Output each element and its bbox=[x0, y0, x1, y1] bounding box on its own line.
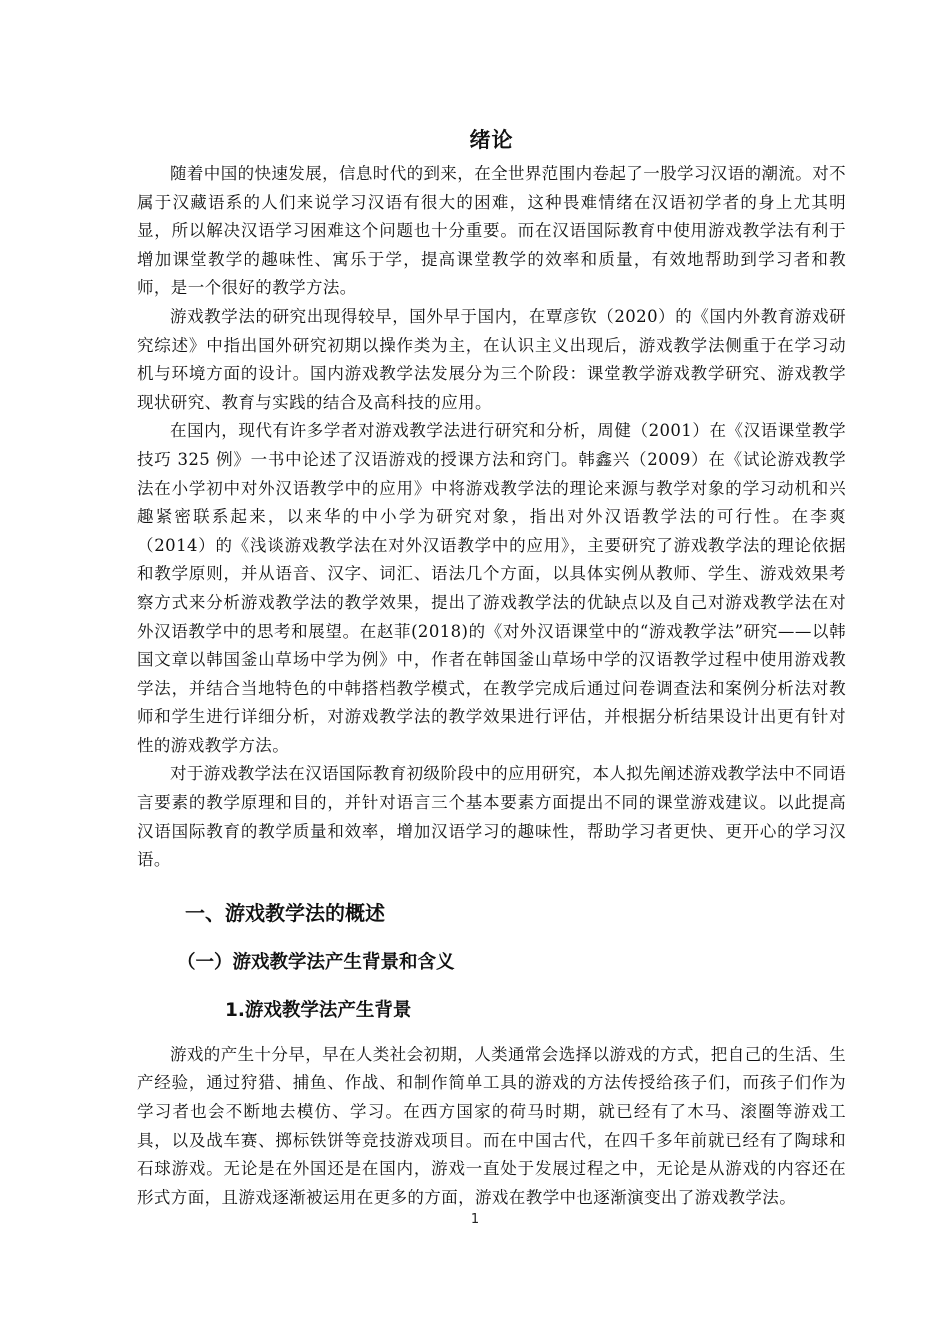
subsubsection-heading: 1.游戏教学法产生背景 bbox=[225, 999, 412, 1021]
body-paragraph: 游戏的产生十分早，早在人类社会初期，人类通常会选择以游戏的方式，把自己的生活、生产经验，通过狩猎、捕鱼、作战、和制作简单工具的游戏的方法传授给孩子们，而孩子们作为学习者也会不断地去模仿、学习。在西方国家的荷马时期，就已经有了木马、滚圈等游戏工具，以及战车赛、掷标铁饼等竞技游戏项目。而在中国古代，在四千多年前就已经有了陶球和石球游戏。无论是在外国还是在国内，游戏一直处于发展过程之中，无论是从游戏的内容还在形式方面，且游戏逐渐被运用在更多的方面，游戏在教学中也逐渐演变出了游戏教学法。 bbox=[137, 1044, 846, 1207]
page-number: 1 bbox=[470, 1212, 480, 1227]
subsection-heading: （一）游戏教学法产生背景和含义 bbox=[177, 951, 455, 973]
section-heading: 一、游戏教学法的概述 bbox=[185, 900, 385, 925]
page-content bbox=[137, 120, 846, 1212]
page-title: 绪论 bbox=[469, 128, 514, 152]
intro-paragraph-2: 游戏教学法的研究出现得较早，国外早于国内，在覃彦钦（2020）的《国内外教育游戏研究综述》中指出国外研究初期以操作类为主，在认识主义出现后，游戏教学法侧重于在学习动机与环境方面的设计。国内游戏教学法发展分为三个阶段：课堂教学游戏教学研究、游戏教学现状研究、教育与实践的结合及高科技的应用。 bbox=[137, 306, 846, 412]
intro-paragraph-3: 在国内，现代有许多学者对游戏教学法进行研究和分析，周健（2001）在《汉语课堂教学技巧 325 例》一书中论述了汉语游戏的授课方法和窍门。韩鑫兴（2009）在《试论游戏教学法在小学初中对外汉语教学中的应用》中将游戏教学法的理论来源与教学对象的学习动机和兴趣紧密联系起来，以来华的中小学为研究对象，指出对外汉语教学法的可行性。在李爽（2014）的《浅谈游戏教学法在对外汉语教学中的应用》，主要研究了游戏教学法的理论依据和教学原则，并从语音、汉字、词汇、语法几个方面，以具体实例从教师、学生、游戏效果考察方式来分析游戏教学法的教学效果，提出了游戏教学法的优缺点以及自己对游戏教学法在对外汉语教学中的思考和展望。在赵菲(2018)的《对外汉语课堂中的“游戏教学法”研究——以韩国文章以韩国釜山草场中学为例》中，作者在韩国釜山草场中学的汉语教学过程中使用游戏教学法，并结合当地特色的中韩搭档教学模式，在教学完成后通过问卷调查法和案例分析法对教师和学生进行详细分析，对游戏教学法的教学效果进行评估，并根据分析结果设计出更有针对性的游戏教学方法。 bbox=[137, 421, 846, 755]
intro-paragraph-4: 对于游戏教学法在汉语国际教育初级阶段中的应用研究，本人拟先阐述游戏教学法中不同语言要素的教学原理和目的，并针对语言三个基本要素方面提出不同的课堂游戏建议。以此提高汉语国际教育的教学质量和效率，增加汉语学习的趣味性，帮助学习者更快、更开心的学习汉语。 bbox=[137, 764, 846, 870]
intro-paragraph-1: 随着中国的快速发展，信息时代的到来，在全世界范围内卷起了一股学习汉语的潮流。对不属于汉藏语系的人们来说学习汉语有很大的困难，这种畏难情绪在汉语初学者的身上尤其明显，所以解决汉语学习困难这个问题也十分重要。而在汉语国际教育中使用游戏教学法有利于增加课堂教学的趣味性、寓乐于学，提高课堂教学的效率和质量，有效地帮助到学习者和教师，是一个很好的教学方法。 bbox=[137, 164, 846, 298]
